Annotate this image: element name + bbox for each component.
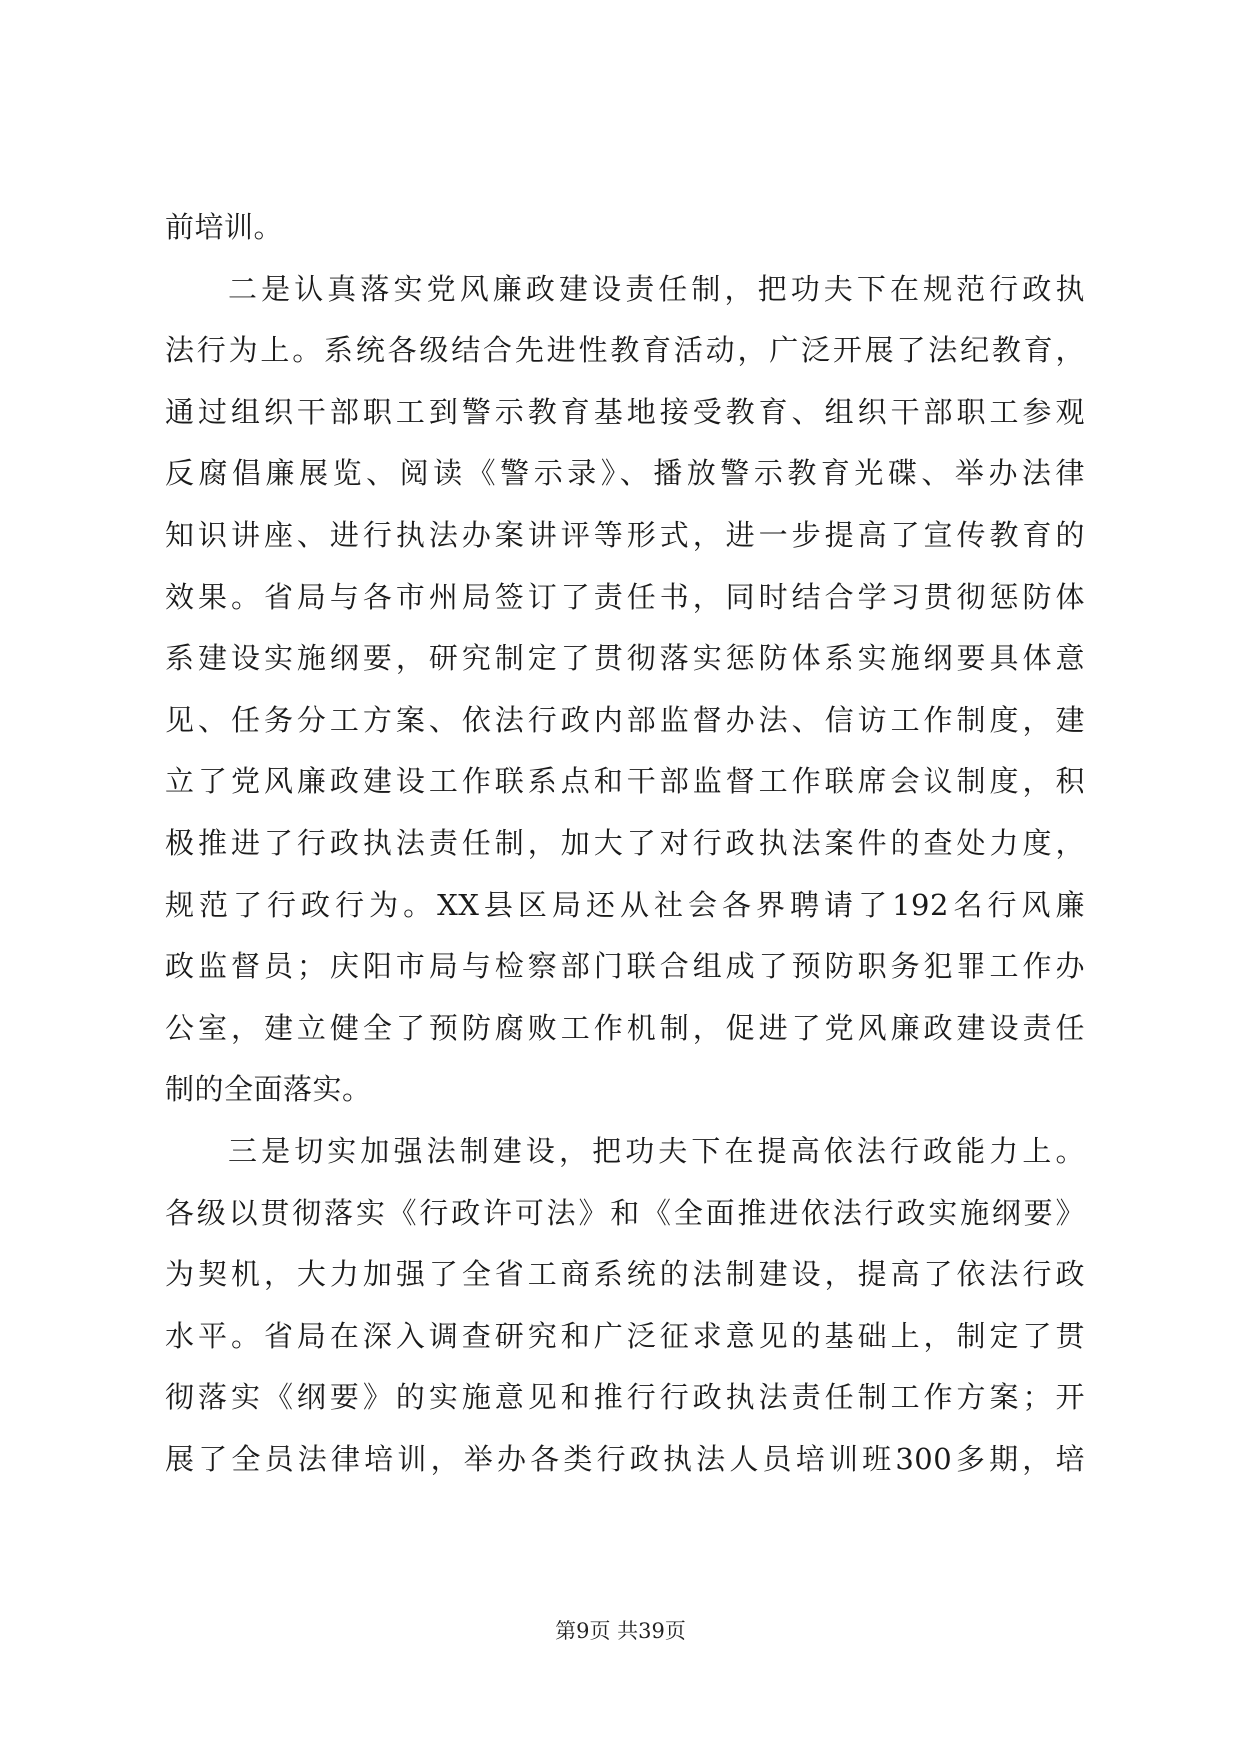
text-line: 立了党风廉政建设工作联系点和干部监督工作联席会议制度，积 xyxy=(165,764,1085,799)
text-line: 反腐倡廉展览、阅读《警示录》、播放警示教育光碟、举办法律 xyxy=(165,456,1085,491)
text-line: 为契机，大力加强了全省工商系统的法制建设，提高了依法行政 xyxy=(165,1257,1085,1292)
text-line: 极推进了行政执法责任制，加大了对行政执法案件的查处力度， xyxy=(165,825,1085,860)
text-line: 知识讲座、进行执法办案讲评等形式，进一步提高了宣传教育的 xyxy=(165,517,1085,552)
text-line: 效果。省局与各市州局签订了责任书，同时结合学习贯彻惩防体 xyxy=(165,579,1085,614)
text-line: 前培训。 xyxy=(165,210,284,244)
text-line: 通过组织干部职工到警示教育基地接受教育、组织干部职工参观 xyxy=(165,394,1085,429)
text-line: 公室，建立健全了预防腐败工作机制，促进了党风廉政建设责任 xyxy=(165,1010,1085,1045)
page-number: 第9页 共39页 xyxy=(555,1619,686,1643)
text-line: 系建设实施纲要，研究制定了贯彻落实惩防体系实施纲要具体意 xyxy=(165,641,1085,676)
paragraph-start-line: 二是认真落实党风廉政建设责任制，把功夫下在规范行政执 xyxy=(228,271,1085,306)
text-line: 各级以贯彻落实《行政许可法》和《全面推进依法行政实施纲要》 xyxy=(165,1195,1085,1230)
paragraph-start-line: 三是切实加强法制建设，把功夫下在提高依法行政能力上。 xyxy=(228,1133,1085,1168)
text-line: 见、任务分工方案、依法行政内部监督办法、信访工作制度，建 xyxy=(165,702,1085,737)
text-line: 制的全面落实。 xyxy=(165,1072,372,1107)
text-line: 展了全员法律培训，举办各类行政执法人员培训班300多期，培 xyxy=(165,1441,1085,1476)
text-line: 政监督员；庆阳市局与检察部门联合组成了预防职务犯罪工作办 xyxy=(165,949,1085,984)
text-line: 彻落实《纲要》的实施意见和推行行政执法责任制工作方案；开 xyxy=(165,1380,1085,1415)
text-line: 规范了行政行为。XX县区局还从社会各界聘请了192名行风廉 xyxy=(165,887,1085,922)
text-line: 法行为上。系统各级结合先进性教育活动，广泛开展了法纪教育， xyxy=(165,333,1085,368)
page-footer xyxy=(0,1615,1241,1645)
text-line: 水平。省局在深入调查研究和广泛征求意见的基础上，制定了贯 xyxy=(165,1318,1085,1353)
body-text xyxy=(165,197,1085,1490)
